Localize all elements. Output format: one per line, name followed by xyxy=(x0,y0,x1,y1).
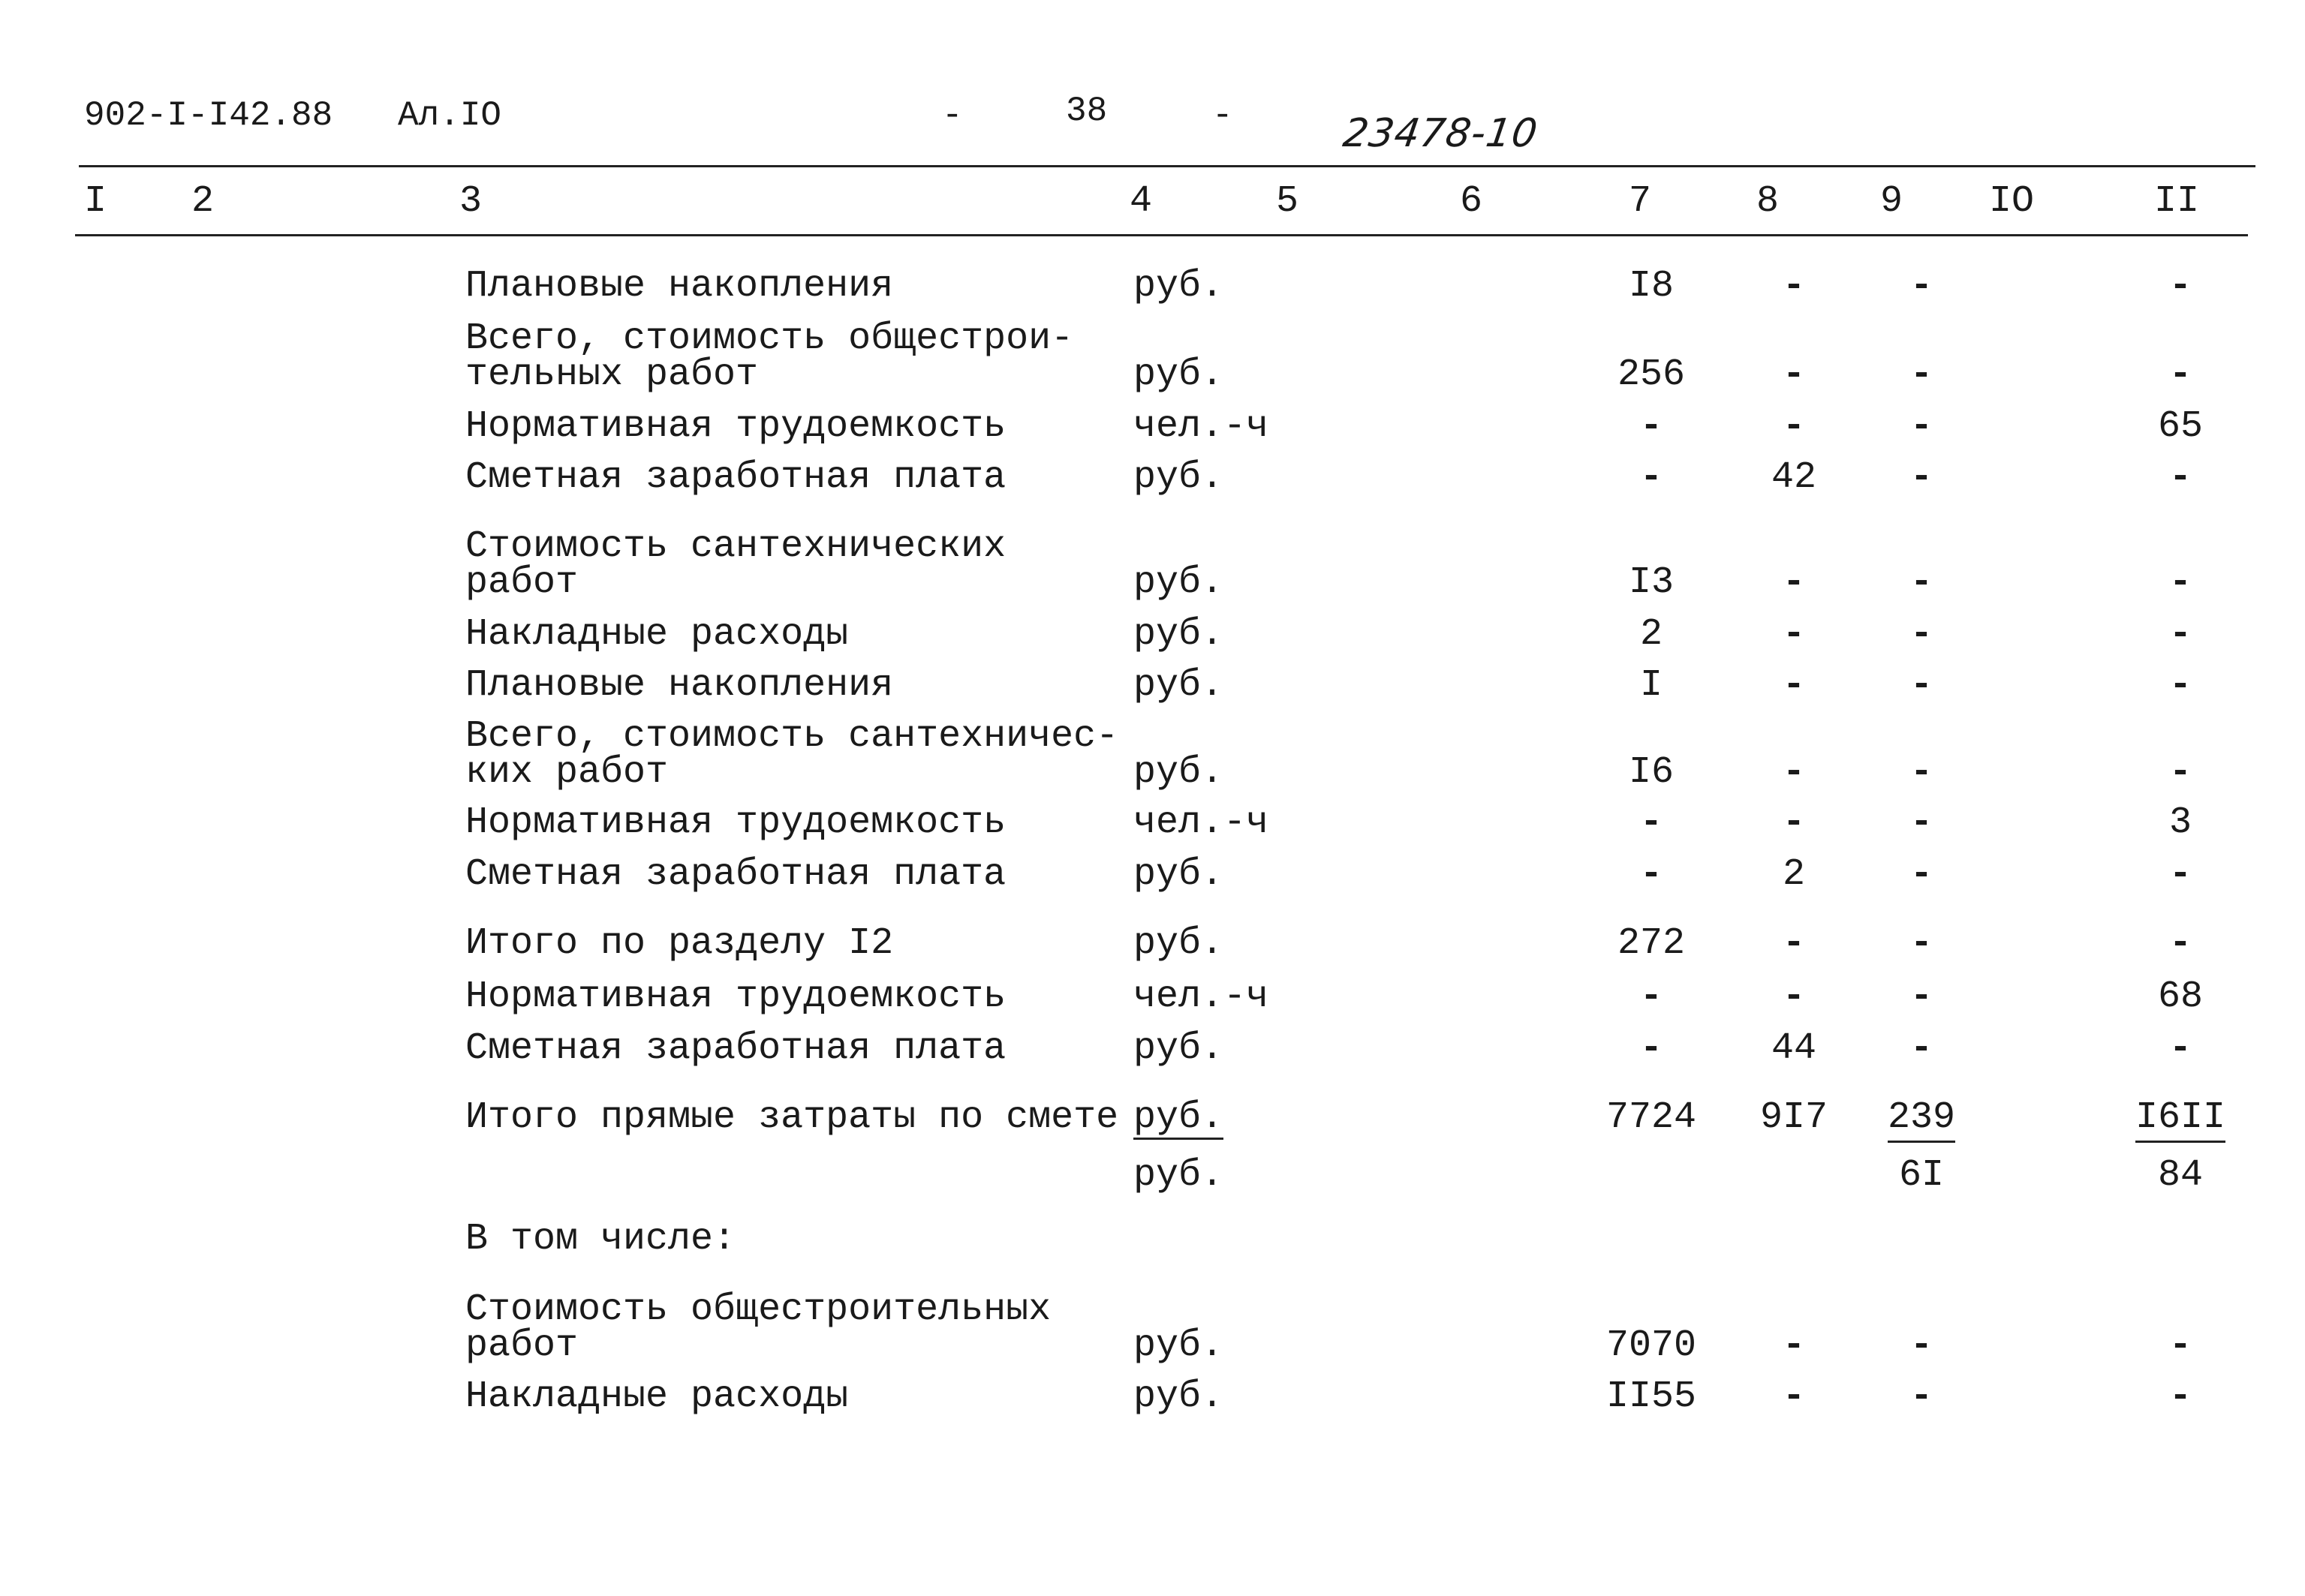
row-label: Всего, стоимость сантехничес- ких работ xyxy=(465,715,1119,794)
row-col8: - xyxy=(1782,975,1805,1018)
section-heading: В том числе: xyxy=(465,1218,736,1261)
row-unit: руб. xyxy=(1133,922,1224,965)
table-row xyxy=(0,664,2305,720)
row-col8: - xyxy=(1782,664,1805,707)
row-col11: - xyxy=(2168,922,2192,965)
row-unit: руб. xyxy=(1133,613,1224,656)
row-col8: - xyxy=(1782,561,1805,604)
row-unit: чел.-ч xyxy=(1133,801,1269,844)
row-col11: 65 xyxy=(2157,405,2203,448)
column-number-4: 4 xyxy=(1130,180,1153,223)
row-label: Сметная заработная плата xyxy=(465,853,1007,896)
column-number-5: 5 xyxy=(1276,180,1299,223)
table-top-rule xyxy=(79,165,2255,167)
row-col11: - xyxy=(2168,456,2192,499)
row-col9: - xyxy=(1909,405,1933,448)
row-col8: - xyxy=(1782,405,1805,448)
column-number-1: I xyxy=(84,180,107,223)
page-number: 38 xyxy=(1066,92,1108,131)
row-col11: - xyxy=(2168,353,2192,396)
row-col11: 3 xyxy=(2168,801,2192,844)
row-col7: 2 xyxy=(1639,613,1663,656)
row-col9: - xyxy=(1909,353,1933,396)
row-col9: - xyxy=(1909,975,1933,1018)
handwritten-inventory-number: 23478-10 xyxy=(1340,111,1541,156)
column-number-6: 6 xyxy=(1460,180,1483,223)
row-col9: - xyxy=(1909,801,1933,844)
row-unit: руб. xyxy=(1133,1375,1224,1418)
row-col11: - xyxy=(2168,1324,2192,1367)
row-col11: - xyxy=(2168,751,2192,794)
row-col9: - xyxy=(1909,1324,1933,1367)
row-label: Итого по разделу I2 xyxy=(465,922,894,965)
row-col11: - xyxy=(2168,664,2192,707)
table-row xyxy=(0,405,2305,461)
table-row xyxy=(0,525,2305,604)
row-col7: I3 xyxy=(1628,561,1674,604)
row-unit: руб. xyxy=(1133,1324,1224,1367)
table-header-rule xyxy=(75,234,2248,236)
row-col8: 9I7 xyxy=(1759,1096,1828,1139)
row-col8: 44 xyxy=(1771,1027,1816,1070)
table-row xyxy=(0,853,2305,909)
row-col8: - xyxy=(1782,922,1805,965)
row-unit: руб. xyxy=(1133,456,1224,499)
row-col7: - xyxy=(1639,405,1663,448)
table-row xyxy=(0,613,2305,669)
row-col8: - xyxy=(1782,353,1805,396)
row-col8: - xyxy=(1782,801,1805,844)
row-col11: 68 xyxy=(2157,975,2203,1018)
row-col11: - xyxy=(2168,1027,2192,1070)
row-col11: - xyxy=(2168,613,2192,656)
table-row xyxy=(0,975,2305,1032)
column-number-8: 8 xyxy=(1756,180,1780,223)
row-label: Итого прямые затраты по смете xyxy=(465,1096,1119,1139)
row-col8: - xyxy=(1782,1375,1805,1418)
table-row xyxy=(0,922,2305,978)
fraction-numerator: 239 xyxy=(1888,1096,1955,1143)
column-number-3: 3 xyxy=(459,180,483,223)
table-row xyxy=(0,1288,2305,1367)
row-col7: - xyxy=(1639,853,1663,896)
row-col9: - xyxy=(1909,561,1933,604)
row-col7: 7724 xyxy=(1605,1096,1697,1139)
row-label: Нормативная трудоемкость xyxy=(465,975,1007,1018)
row-col7: - xyxy=(1639,975,1663,1018)
row-col11: - xyxy=(2168,853,2192,896)
row-unit: руб. xyxy=(1133,853,1224,896)
table-row xyxy=(0,317,2305,396)
row-col7: I8 xyxy=(1628,265,1674,308)
row-col7: 256 xyxy=(1617,353,1685,396)
table-row xyxy=(0,715,2305,794)
row-col9: - xyxy=(1909,456,1933,499)
row-col9: - xyxy=(1909,265,1933,308)
sheet-label: Ал.IO xyxy=(398,96,502,135)
row-col11: 84 xyxy=(2157,1154,2203,1197)
page-dash-left: - xyxy=(942,96,963,135)
row-col7: - xyxy=(1639,801,1663,844)
row-unit: руб. xyxy=(1133,1027,1224,1070)
row-col8: - xyxy=(1782,613,1805,656)
row-unit: чел.-ч xyxy=(1133,975,1269,1018)
row-col7: - xyxy=(1639,1027,1663,1070)
table-row-total-denominator xyxy=(0,1154,2305,1210)
row-col11: - xyxy=(2168,1375,2192,1418)
row-label: Плановые накопления xyxy=(465,664,894,707)
row-col11: - xyxy=(2168,561,2192,604)
row-col9: - xyxy=(1909,853,1933,896)
row-col8: - xyxy=(1782,1324,1805,1367)
fraction-numerator: I6II xyxy=(2135,1096,2225,1143)
row-col7: I xyxy=(1639,664,1663,707)
row-col9: - xyxy=(1909,613,1933,656)
row-col7: 7070 xyxy=(1605,1324,1697,1367)
row-col9: - xyxy=(1909,1027,1933,1070)
row-col9: - xyxy=(1909,922,1933,965)
row-col8: - xyxy=(1782,751,1805,794)
row-col7: 272 xyxy=(1617,922,1685,965)
column-number-11: II xyxy=(2154,180,2200,223)
column-number-10: IO xyxy=(1989,180,2035,223)
table-row xyxy=(0,456,2305,512)
row-col9: - xyxy=(1909,664,1933,707)
row-label: Стоимость сантехнических работ xyxy=(465,525,1007,604)
column-number-7: 7 xyxy=(1629,180,1652,223)
table-row xyxy=(0,801,2305,858)
row-col9: - xyxy=(1909,1375,1933,1418)
row-col9: - xyxy=(1909,751,1933,794)
row-col8: 42 xyxy=(1771,456,1816,499)
row-col7: I6 xyxy=(1628,751,1674,794)
row-label: Нормативная трудоемкость xyxy=(465,801,1007,844)
row-col9: 6I xyxy=(1898,1154,1944,1197)
table-row xyxy=(0,1027,2305,1084)
row-label: Накладные расходы xyxy=(465,613,849,656)
row-col11 xyxy=(2124,1096,2237,1139)
column-number-2: 2 xyxy=(191,180,215,223)
section-heading-row xyxy=(0,1218,2305,1274)
row-label: Всего, стоимость общестрои- тельных работ xyxy=(465,317,1074,396)
row-unit: руб. xyxy=(1133,561,1224,604)
document-code: 902-I-I42.88 xyxy=(84,96,333,135)
row-label: Плановые накопления xyxy=(465,265,894,308)
table-row xyxy=(0,1375,2305,1432)
page-dash-right: - xyxy=(1212,96,1233,135)
row-unit: руб. xyxy=(1133,265,1224,308)
row-col8: - xyxy=(1782,265,1805,308)
row-col8: 2 xyxy=(1782,853,1805,896)
row-col7: II55 xyxy=(1605,1375,1697,1418)
table-row xyxy=(0,265,2305,321)
column-number-9: 9 xyxy=(1880,180,1903,223)
row-unit: руб. xyxy=(1133,664,1224,707)
row-label: Накладные расходы xyxy=(465,1375,849,1418)
row-label: Сметная заработная плата xyxy=(465,1027,1007,1070)
table-row-total xyxy=(0,1096,2305,1153)
row-col9 xyxy=(1869,1096,1974,1139)
row-unit: руб. xyxy=(1133,751,1224,794)
row-unit: руб. xyxy=(1133,1154,1224,1197)
row-unit: чел.-ч xyxy=(1133,405,1269,448)
row-label: Сметная заработная плата xyxy=(465,456,1007,499)
row-label: Нормативная трудоемкость xyxy=(465,405,1007,448)
row-label: Стоимость общестроительных работ xyxy=(465,1288,1052,1367)
row-col11: - xyxy=(2168,265,2192,308)
row-unit: руб. xyxy=(1133,353,1224,396)
row-unit: руб. xyxy=(1133,1096,1224,1139)
row-col7: - xyxy=(1639,456,1663,499)
